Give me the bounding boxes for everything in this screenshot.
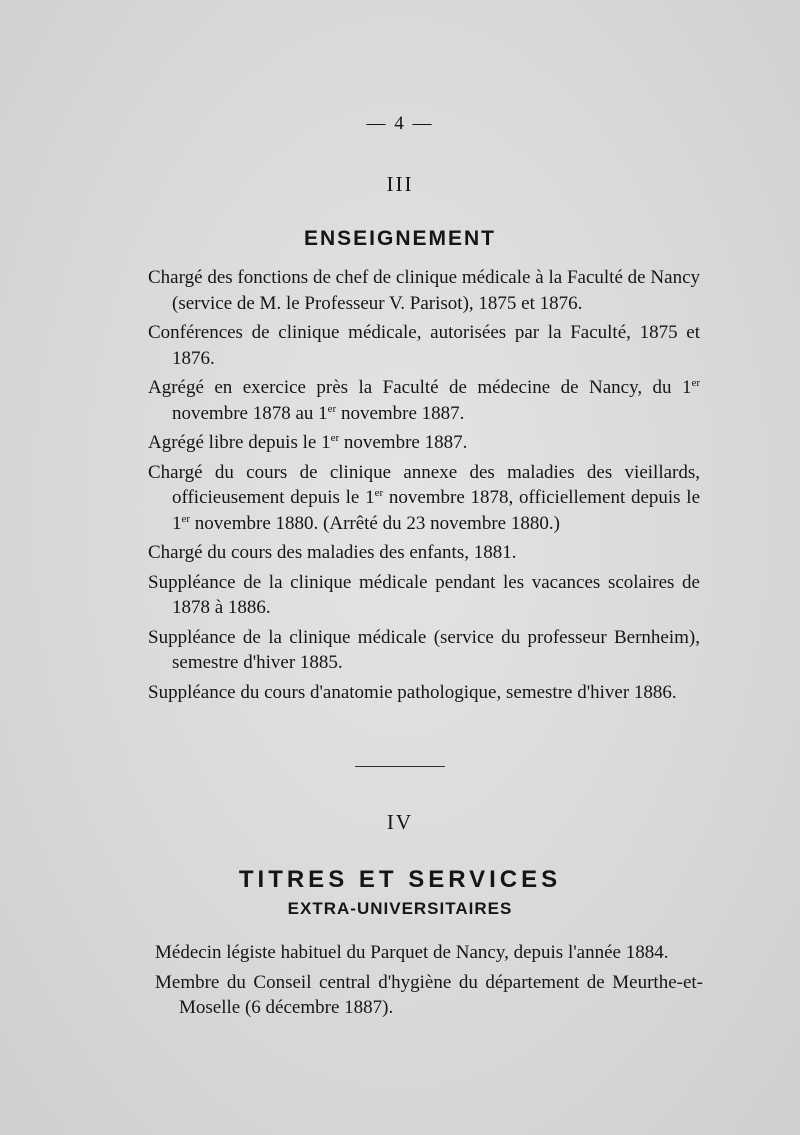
entry: Conférences de clinique médicale, autorisées par la Faculté, 1875 et 1876. [148,322,700,369]
entry: Agrégé en exercice près la Faculté de médecine de Nancy, du 1er novembre 1878 au 1er novembre 1887. [148,377,700,424]
section-3-numeral: III [386,172,414,196]
entry: Chargé des fonctions de chef de clinique médicale à la Faculté de Nancy (service de M. le Professeur V. Parisot), 1875 et 1876. [148,267,700,314]
entry: Suppléance de la clinique médicale (service du professeur Bernheim), semestre d'hiver 1885. [148,626,700,673]
entry: Suppléance du cours d'anatomie pathologique, semestre d'hiver 1886. [148,681,677,703]
section-4-heading: TITRES ET SERVICES [238,866,562,893]
entry: Chargé du cours de clinique annexe des maladies des vieillards, officieusement depuis le 1er novembre 1878, officiellement depuis le 1er novembre 1880. (Arrêté du 23 novembre 1880.) [148,461,700,534]
entry: Chargé du cours des maladies des enfants, 1881. [148,542,517,563]
section-4-entries [155,940,703,1025]
entry: Membre du Conseil central d'hygiène du département de Meurthe-et-Moselle (6 décembre 1887). [155,971,703,1018]
section-4-subheading: EXTRA-UNIVERSITAIRES [287,899,513,918]
entry: Agrégé libre depuis le 1er novembre 1887. [148,432,468,453]
section-3-heading: ENSEIGNEMENT [303,227,497,250]
section-3-entries [148,265,700,709]
page-number: — 4 — [366,113,434,134]
section-divider [355,766,445,767]
entry: Suppléance de la clinique médicale pendant les vacances scolaires de 1878 à 1886. [148,571,700,618]
entry: Médecin légiste habituel du Parquet de Nancy, depuis l'année 1884. [155,942,669,963]
section-4-numeral: IV [386,810,414,834]
